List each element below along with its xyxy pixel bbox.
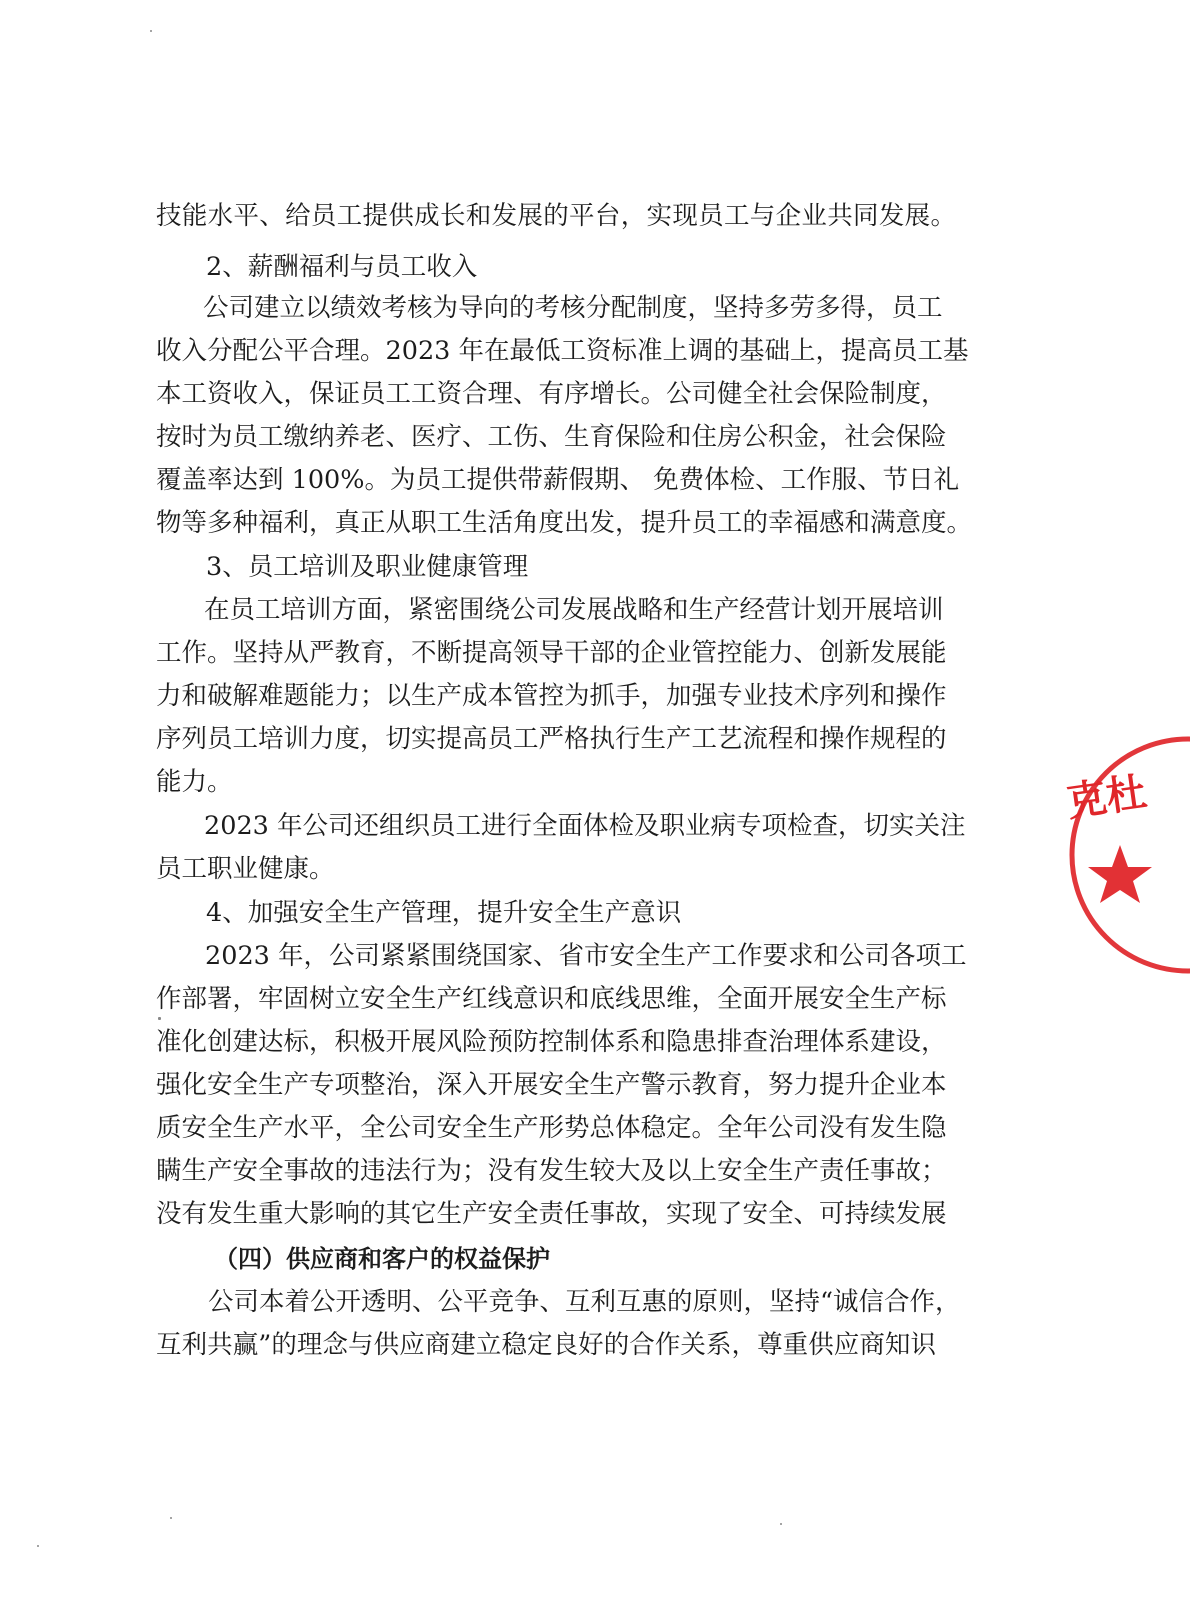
text-line: 技能水平、给员工提供成长和发展的平台，实现员工与企业共同发展。: [156, 201, 956, 231]
section-heading: 3、员工培训及职业健康管理: [206, 552, 529, 582]
scan-speck: [170, 1517, 172, 1519]
text-line: 强化安全生产专项整治，深入开展安全生产警示教育，努力提升企业本: [156, 1070, 947, 1100]
text-line: 质安全生产水平，全公司安全生产形势总体稳定。全年公司没有发生隐: [156, 1113, 947, 1143]
text-line: 2023 年公司还组织员工进行全面体检及职业病专项检查，切实关注: [204, 811, 966, 841]
text-line: 在员工培训方面，紧密围绕公司发展战略和生产经营计划开展培训: [204, 595, 944, 625]
text-line: 2023 年，公司紧紧围绕国家、省市安全生产工作要求和公司各项工: [205, 941, 967, 971]
text-line: 员工职业健康。: [156, 854, 335, 884]
red-seal-stamp: [1060, 735, 1190, 975]
text-line: 收入分配公平合理。2023 年在最低工资标准上调的基础上，提高员工基: [156, 336, 969, 366]
svg-text:克杜: 克杜: [1063, 768, 1150, 827]
text-line: 本工资收入，保证员工工资合理、有序增长。公司健全社会保险制度，: [156, 379, 947, 409]
text-line: 力和破解难题能力；以生产成本管控为抓手，加强专业技术序列和操作: [156, 681, 947, 711]
text-line: 公司建立以绩效考核为导向的考核分配制度，坚持多劳多得，员工: [203, 293, 943, 323]
text-line: 公司本着公开透明、公平竞争、互利互惠的原则，坚持“诚信合作，: [208, 1287, 961, 1317]
text-line: 序列员工培训力度，切实提高员工严格执行生产工艺流程和操作规程的: [156, 724, 947, 754]
text-line: 互利共赢”的理念与供应商建立稳定良好的合作关系，尊重供应商知识: [156, 1330, 936, 1360]
text-line: 能力。: [156, 767, 233, 797]
text-line: 工作。坚持从严教育，不断提高领导干部的企业管控能力、创新发展能: [156, 638, 947, 668]
text-line: 物等多种福利，真正从职工生活角度出发，提升员工的幸福感和满意度。: [156, 508, 973, 538]
section-heading: 2、薪酬福利与员工收入: [206, 252, 478, 282]
text-line: 没有发生重大影响的其它生产安全责任事故，实现了安全、可持续发展: [156, 1199, 947, 1229]
text-line: 作部署，牢固树立安全生产红线意识和底线思维，全面开展安全生产标: [156, 984, 947, 1014]
section-heading: 4、加强安全生产管理，提升安全生产意识: [206, 898, 682, 928]
scan-speck: [37, 1545, 39, 1547]
text-line: 瞒生产安全事故的违法行为；没有发生较大及以上安全生产责任事故；: [156, 1156, 947, 1186]
scan-speck: [158, 1017, 161, 1020]
scan-speck: [780, 1523, 782, 1525]
text-line: 按时为员工缴纳养老、医疗、工伤、生育保险和住房公积金，社会保险: [156, 422, 947, 452]
text-line: 覆盖率达到 100%。为员工提供带薪假期、 免费体检、工作服、节日礼: [156, 465, 960, 495]
section-heading: （四）供应商和客户的权益保护: [214, 1245, 550, 1273]
scan-speck: [150, 30, 152, 32]
text-line: 准化创建达标，积极开展风险预防控制体系和隐患排查治理体系建设，: [156, 1027, 947, 1057]
